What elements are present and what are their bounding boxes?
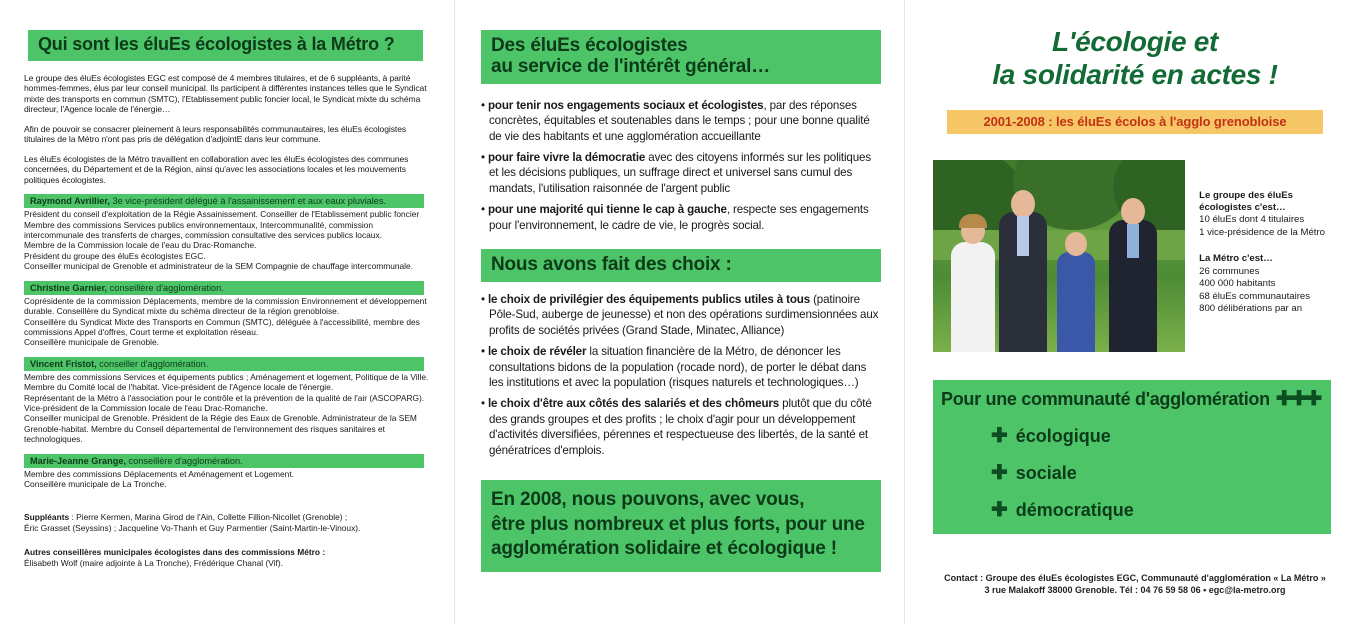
photo-row [933, 160, 1337, 352]
plus-icon: ✚ [991, 498, 1008, 521]
member-block [24, 194, 431, 272]
member-details: Membre des commissions Déplacements et Aménagement et Logement. Conseillère municipale de La Tronche. [24, 468, 294, 490]
member-name: Raymond Avrillier, [30, 196, 110, 207]
middle-panel [455, 0, 905, 624]
suppleants-text [24, 512, 431, 534]
conclusion-line: être plus nombreux et plus forts, pour une [491, 513, 865, 535]
choices-bullets [481, 292, 881, 458]
fact-item: 10 éluEs dont 4 titulaires [1199, 214, 1305, 226]
metro-facts-title: La Métro c'est… [1199, 253, 1273, 265]
service-heading [481, 30, 881, 84]
period-banner: 2001-2008 : les éluEs écolos à l'agglo grenobloise [947, 110, 1323, 134]
plus-icon: ✚✚✚ [1275, 387, 1321, 410]
main-title-line: la solidarité en actes ! [992, 58, 1278, 90]
left-heading: Qui sont les éluEs écologistes à la Métro ? [28, 30, 423, 61]
bullet-item: • pour faire vivre la démocratie avec des citoyens informés sur les politiques et les décisions publiques, un suffrage direct et universel sans cumul des mandats, l'utilisation raisonnée de l'argent public [481, 151, 871, 195]
member-block [24, 281, 431, 348]
fact-item: 68 éluEs communautaires [1199, 290, 1311, 302]
group-facts-title: écologistes c'est… [1199, 201, 1286, 213]
member-bar [24, 357, 424, 371]
bullet-item: • le choix de révéler la situation financière de la Métro, de dénoncer les consultations bidons de la population (rocade nord), de porter le débat dans les institutions et avec la population (risques naturels et technologiques…) [481, 345, 867, 389]
community-item: ✚ démocratique [991, 498, 1134, 521]
conclusion-line: En 2008, nous pouvons, avec vous, [491, 488, 805, 510]
facts-box [1199, 160, 1337, 352]
suppleants-label: Suppléants [24, 511, 70, 522]
member-block [24, 454, 431, 490]
left-panel [0, 0, 455, 624]
bullet-item: • le choix d'être aux côtés des salariés et des chômeurs plutôt que du côté des grands groupes et des profits ; le choix d'agir pour un développement d'activités diversifiées, pérennes et respectueuse des libertés, de la santé et génératrices d'emplois. [481, 397, 872, 457]
main-title [933, 26, 1337, 92]
fact-item: 400 000 habitants [1199, 278, 1276, 290]
group-facts-title: Le groupe des éluEs [1199, 189, 1293, 201]
autres-text: Autres conseillères municipales écologistes dans des commissions Métro : Élisabeth Wolf (maire adjointe à La Tronche), Frédérique Chanal (Vif). [24, 547, 326, 569]
intro-paragraph: Afin de pouvoir se consacrer pleinement à leurs responsabilités communautaires, les éluEs écologistes titulaires de la Métro n'ont pas pris de délégation d'adjointE dans leur commune. [24, 123, 407, 145]
service-bullets [481, 98, 881, 233]
bullet-item: • pour une majorité qui tienne le cap à gauche, respecte ses engagements pour l'environnement, le cadre de vie, le progrès social. [481, 203, 869, 232]
member-name: Christine Garnier, [30, 282, 108, 293]
community-item: ✚ écologique [991, 424, 1111, 447]
conclusion-box [481, 480, 881, 572]
member-name: Vincent Fristot, [30, 358, 97, 369]
member-details: Coprésidente de la commission Déplacements, membre de la commission Environnement et développement durable. Conseillère du Syndicat mixte du schéma directeur de la région grenobloise. Conseillère du Syndicat Mixte des Transports en Commun (SMTC), déléguée à l'accessibilité, membre des commissions Appel d'offres, Court terme et exploitation réseau. Conseillère municipale de Grenoble. [24, 295, 427, 348]
member-bar [24, 454, 424, 468]
member-details: Membre des commissions Services et équipements publics ; Aménagement et logement, Politique de la Ville. Membre du Comité local de l'habitat. Vice-président de l'Agence locale de l'énergie. Représentant de la Métro à l'association pour le contrôle et la prévention de la qualité de l'air (ASCOPARG). Vice-président de la Commission locale de l'eau Drac-Romanche. Conseiller municipal de Grenoble. Président de la Régie des Eaux de Grenoble. Administrateur de la SEM Grenoble-habitat. Membre du Conseil départemental de l'environnement des risques sanitaires et technologiques. [24, 371, 429, 445]
community-box [933, 380, 1331, 534]
choices-heading: Nous avons fait des choix : [481, 249, 881, 282]
member-role: 3e vice-président délégué à l'assainissement et aux eaux pluviales. [110, 196, 387, 207]
member-role: conseillère d'agglomération. [107, 282, 224, 293]
community-title-row [941, 386, 1323, 411]
fact-item: 26 communes [1199, 265, 1260, 277]
member-block [24, 357, 431, 445]
main-title-line: L'écologie et [1051, 26, 1219, 57]
intro-paragraph: Le groupe des éluEs écologistes EGC est composé de 4 membres titulaires, et de 6 suppléants, à parité hommes-femmes, élus par leur conseil municipal. Ils participent à différentes instances telles que le Syndicat mixte des transports en commun (SMTC), l'Etablissement public foncier local, le Syndicat mixte du schéma directeur, l'Agence locale de l'énergie… [24, 72, 427, 115]
contact-line: Contact : Groupe des éluEs écologistes EGC, Communauté d'agglomération « La Métro » [944, 572, 1326, 583]
plus-icon: ✚ [991, 424, 1008, 447]
community-item: ✚ sociale [991, 461, 1077, 484]
right-panel [905, 0, 1361, 624]
contact-info [933, 572, 1337, 596]
bullet-item: • pour tenir nos engagements sociaux et écologistes, par des réponses concrètes, équitables et soutenables dans le temps ; pour une bonne qualité de vie des habitants et une agglomération accueillante [481, 98, 870, 143]
contact-line: 3 rue Malakoff 38000 Grenoble. Tél : 04 76 59 58 06 • egc@la-metro.org [984, 584, 1286, 595]
plus-icon: ✚ [991, 461, 1008, 484]
intro-paragraph: Les éluEs écologistes de la Métro travaillent en collaboration avec les éluEs écologistes des communes concernées, du Département et de la Région, ainsi qu'avec les associations locales et les mouvements politiques écologistes. [24, 153, 409, 185]
member-bar [24, 281, 424, 295]
conclusion-line: agglomération solidaire et écologique ! [491, 538, 837, 560]
bullet-item: • le choix de privilégier des équipements publics utiles à tous (patinoire Pôle-Sud, auberge de jeunesse) et non des opérations surdimensionnées aux profits de sociétés privées (Grand Stade, Minatec, Alliance) [481, 292, 879, 337]
member-role: conseiller d'agglomération. [96, 358, 209, 369]
member-bar [24, 194, 424, 208]
left-intro [24, 73, 431, 185]
community-title: Pour une communauté d'agglomération [941, 388, 1270, 409]
member-name: Marie-Jeanne Grange, [30, 455, 126, 466]
service-heading-line: au service de l'intérêt général… [491, 55, 771, 77]
fact-item: 1 vice-présidence de la Métro [1199, 226, 1325, 238]
member-details: Président du conseil d'exploitation de la Régie Assainissement. Conseiller de l'Etablissement public foncier Membre des commissions Services publics environnementaux, Intercommunalité, commission intercommunale des transferts de charges, commission consultative des services publics locaux. Membre de la Commission locale de l'eau du Drac-Romanche. Président du groupe des éluEs écologistes EGC. Conseiller municipal de Grenoble et administrateur de la SEM Compagnie de chauffage intercommunale. [24, 209, 420, 272]
fact-item: 800 délibérations par an [1199, 303, 1303, 315]
member-role: conseillère d'agglomération. [126, 455, 243, 466]
autres-label: Autres conseillères municipales écologistes dans des commissions Métro [24, 547, 321, 558]
service-heading-line: Des éluEs écologistes [491, 35, 688, 56]
group-photo [933, 160, 1185, 352]
autres-names: Élisabeth Wolf (maire adjointe à La Tronche), Frédérique Chanal (Vif). [24, 558, 283, 569]
suppleants-names: : Pierre Kermen, Marina Girod de l'Ain, Collette Fillion-Nicollet (Grenoble) ; Éric Grasset (Seyssins) ; Jacqueline Vo-Thanh et Guy Parmentier (Saint-Martin-le-Vinoux). [24, 511, 361, 533]
